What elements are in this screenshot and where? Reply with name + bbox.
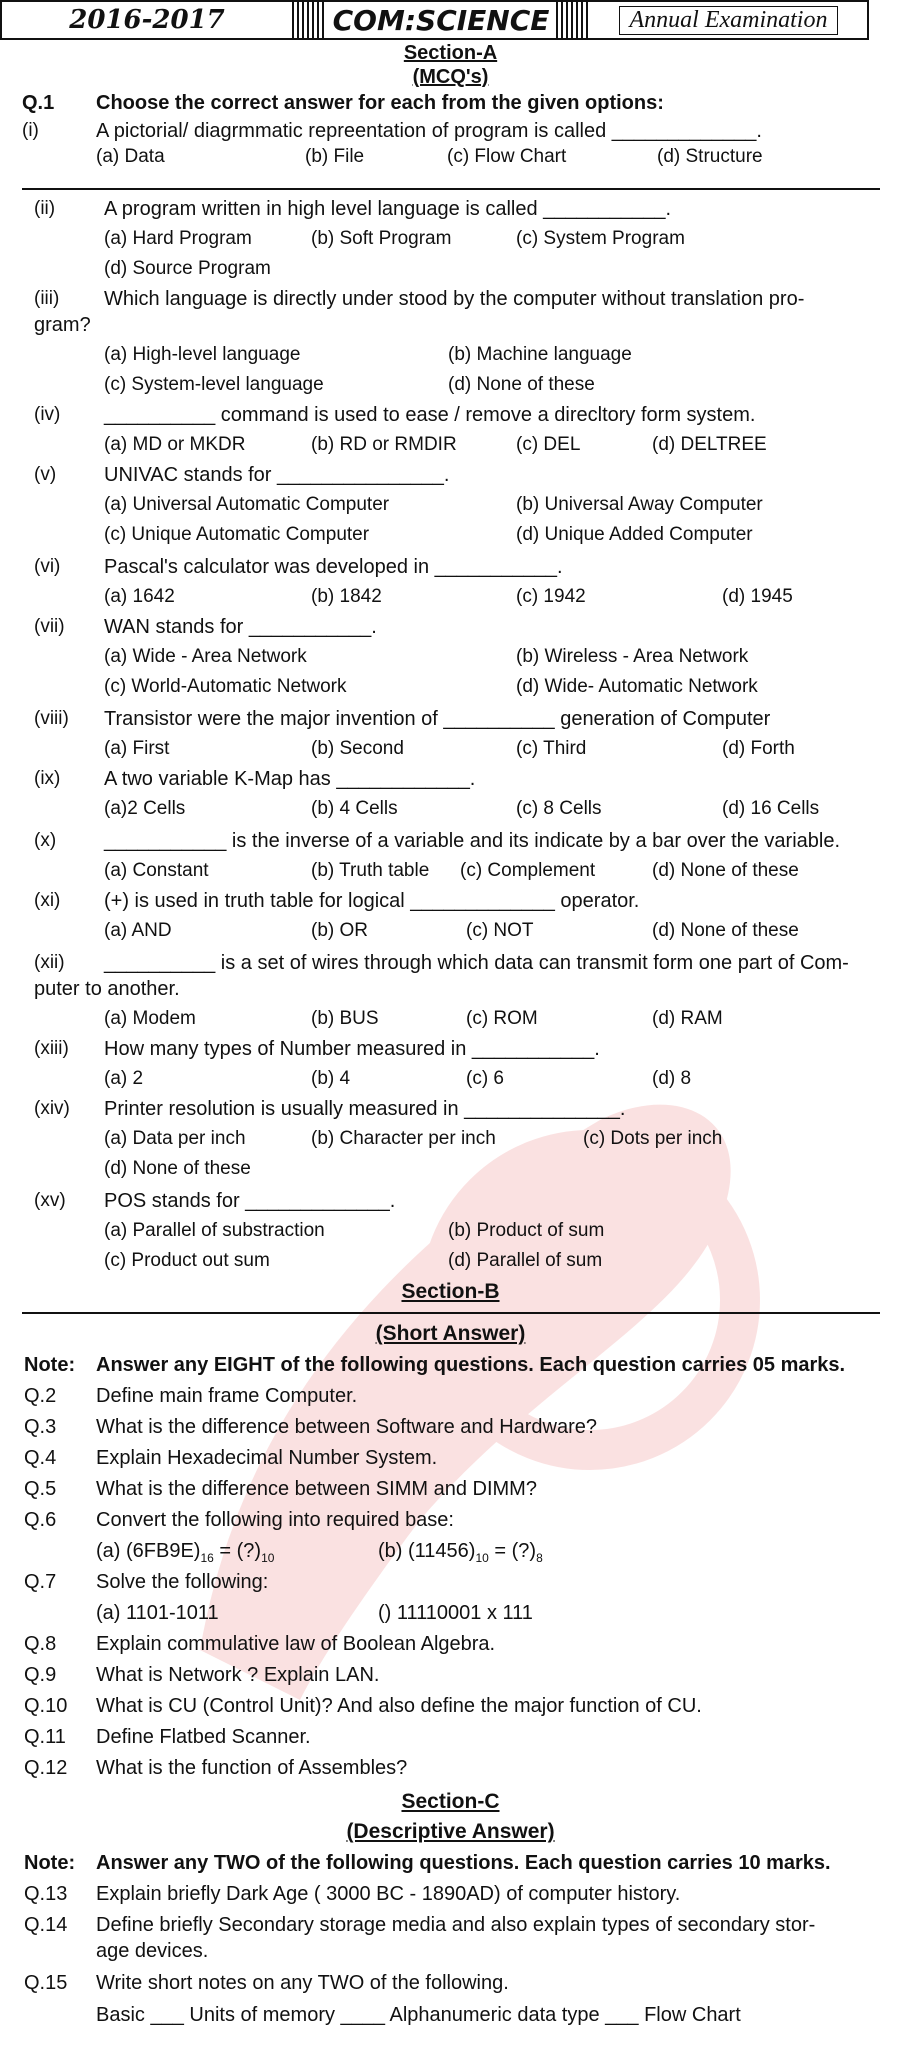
question-text: Write short notes on any TWO of the following. (96, 1972, 509, 1994)
mcq-option: (a) AND (104, 920, 172, 941)
conversion-b: (b) $(11456)_{10}$ = $(?)_8$ (378, 1540, 543, 1565)
mcq-question: Printer resolution is usually measured in ______________. (104, 1098, 626, 1120)
question-text: What is the function of Assembles? (96, 1757, 408, 1779)
section-a-title: Section-A (403, 42, 498, 64)
mcq-option: (a) First (104, 738, 170, 759)
mcq-question: WAN stands for ___________. (104, 616, 377, 638)
mcq-number: (iv) (34, 404, 61, 425)
divider (22, 1312, 880, 1314)
mcq-option: (b) RD or RMDIR (311, 434, 457, 455)
exam-header (0, 0, 869, 40)
question-text-cont: age devices. (96, 1940, 209, 1962)
q1-text: Choose the correct answer for each from the given options: (96, 92, 664, 114)
mcq-question-cont: gram? (34, 314, 91, 336)
mcq-number: (iii) (34, 288, 60, 309)
divider (22, 188, 880, 190)
mcq-option: (c) Flow Chart (447, 146, 567, 167)
mcq-option: (c) Complement (460, 860, 596, 881)
mcq-question: How many types of Number measured in ___________. (104, 1038, 600, 1060)
question-text: Define main frame Computer. (96, 1385, 358, 1407)
q1-number: Q.1 (22, 92, 55, 114)
mcq-option: (c) Dots per inch (583, 1128, 723, 1149)
mcq-question: A two variable K-Map has ____________. (104, 768, 476, 790)
mcq-option: (d) Parallel of sum (448, 1250, 603, 1271)
question-text: What is the difference between Software and Hardware? (96, 1416, 598, 1438)
header-stripe (292, 2, 326, 38)
mcq-number: (ii) (34, 198, 56, 219)
mcq-option: (c) ROM (466, 1008, 538, 1029)
question-text: Explain Hexadecimal Number System. (96, 1447, 438, 1469)
mcq-option: (d) 1945 (722, 586, 793, 607)
mcq-option: (d) Unique Added Computer (516, 524, 753, 545)
mcq-option: (c) DEL (516, 434, 581, 455)
mcq-number: (viii) (34, 708, 69, 729)
mcq-option: (c) Unique Automatic Computer (104, 524, 370, 545)
mcq-option: (c) Third (516, 738, 587, 759)
question-number: Q.8 (24, 1633, 57, 1655)
mcq-option: (a) Constant (104, 860, 209, 881)
mcq-number: (xiv) (34, 1098, 70, 1119)
note-label: Note: (24, 1354, 76, 1376)
section-b-title: Section-B (401, 1280, 500, 1303)
mcq-number: (xi) (34, 890, 61, 911)
question-number: Q.5 (24, 1478, 57, 1500)
mcq-option: (b) 4 (311, 1068, 351, 1089)
question-text: Define Flatbed Scanner. (96, 1726, 311, 1748)
question-text: What is the difference between SIMM and DIMM? (96, 1478, 537, 1500)
exam-year: 2016-2017 (69, 5, 225, 35)
question-text: Convert the following into required base: (96, 1509, 454, 1531)
mcq-option: (c) Product out sum (104, 1250, 270, 1271)
mcq-option: (a) Modem (104, 1008, 196, 1029)
mcq-question: Which language is directly under stood by the computer without translation pro- (104, 288, 805, 310)
question-number: Q.2 (24, 1385, 57, 1407)
mcq-option: (b) BUS (311, 1008, 379, 1029)
question-number: Q.6 (24, 1509, 57, 1531)
question-number: Q.7 (24, 1571, 57, 1593)
mcq-option: (a) 1642 (104, 586, 175, 607)
mcq-option: (a) Data (96, 146, 165, 167)
mcq-option: (d) None of these (448, 374, 595, 395)
mcq-option: (d) None of these (652, 920, 799, 941)
exam-type: Annual Examination (590, 2, 867, 38)
mcq-option: (b) Universal Away Computer (516, 494, 763, 515)
mcq-question: A pictorial/ diagrmmatic repreentation of program is called _____________. (96, 120, 762, 142)
note-label: Note: (24, 1852, 76, 1874)
mcq-question: Pascal's calculator was developed in ___________. (104, 556, 563, 578)
mcq-question: POS stands for _____________. (104, 1190, 396, 1212)
mcq-option: (b) Soft Program (311, 228, 452, 249)
mcq-option: (a) Data per inch (104, 1128, 246, 1149)
mcq-number: (i) (22, 120, 39, 141)
mcq-number: (vii) (34, 616, 65, 637)
note-text: Answer any EIGHT of the following questions. Each question carries 05 marks. (96, 1354, 846, 1376)
mcq-number: (xii) (34, 952, 65, 973)
mcq-option: (a) High-level language (104, 344, 301, 365)
mcq-number: (ix) (34, 768, 61, 789)
mcq-option: (c) World-Automatic Network (104, 676, 347, 697)
conversion-a: (a) $(6FB9E)_{16}$ = $(?)_{10}$ (96, 1540, 275, 1565)
mcq-option: (d) 8 (652, 1068, 692, 1089)
section-b-subtitle: (Short Answer) (375, 1322, 526, 1345)
mcq-option: (a) Wide - Area Network (104, 646, 307, 667)
question-text: Define briefly Secondary storage media and also explain types of secondary stor- (96, 1914, 816, 1936)
mcq-option: (a) 2 (104, 1068, 144, 1089)
mcq-option: (c) NOT (466, 920, 534, 941)
mcq-option: (d) Wide- Automatic Network (516, 676, 758, 697)
mcq-option: (a) Parallel of substraction (104, 1220, 325, 1241)
mcq-option: (c) 6 (466, 1068, 504, 1089)
mcq-number: (xiii) (34, 1038, 69, 1059)
question-text: Explain commulative law of Boolean Algebra. (96, 1633, 496, 1655)
short-note-items: Basic ___ Units of memory ____ Alphanumeric data type ___ Flow Chart (96, 2004, 741, 2026)
mcq-option: (d) None of these (652, 860, 799, 881)
header-stripe (556, 2, 590, 38)
question-text: What is CU (Control Unit)? And also define the major function of CU. (96, 1695, 702, 1717)
question-number: Q.12 (24, 1757, 68, 1779)
mcq-number: (vi) (34, 556, 61, 577)
mcq-option: (a) Universal Automatic Computer (104, 494, 390, 515)
mcq-question-cont: puter to another. (34, 978, 180, 1000)
mcq-option: (d) Forth (722, 738, 795, 759)
mcq-option: (a) Hard Program (104, 228, 252, 249)
question-number: Q.10 (24, 1695, 68, 1717)
mcq-option: (d) DELTREE (652, 434, 767, 455)
mcq-question: ___________ is the inverse of a variable and its indicate by a bar over the variable. (104, 830, 841, 852)
question-number: Q.3 (24, 1416, 57, 1438)
mcq-question: (+) is used in truth table for logical _____________ operator. (104, 890, 640, 912)
solve-b: () 11110001 x 111 (378, 1602, 533, 1624)
mcq-option: (a) MD or MKDR (104, 434, 246, 455)
mcq-option: (d) Source Program (104, 258, 271, 279)
question-number: Q.13 (24, 1883, 68, 1905)
mcq-option: (b) 1842 (311, 586, 382, 607)
mcq-question: __________ command is used to ease / remove a direcltory form system. (104, 404, 756, 426)
section-a-subtitle: (MCQ's) (412, 66, 489, 88)
mcq-option: (b) Wireless - Area Network (516, 646, 749, 667)
exam-subject: COM:SCIENCE (332, 3, 550, 37)
mcq-option: (c) 1942 (516, 586, 586, 607)
mcq-option: (b) OR (311, 920, 368, 941)
question-text: Solve the following: (96, 1571, 269, 1593)
mcq-option: (b) Second (311, 738, 404, 759)
solve-a: (a) 1101-1011 (96, 1602, 219, 1624)
question-text: What is Network ? Explain LAN. (96, 1664, 380, 1686)
mcq-option: (b) Truth table (311, 860, 430, 881)
mcq-option: (b) File (305, 146, 365, 167)
mcq-question: __________ is a set of wires through which data can transmit form one part of Com- (104, 952, 849, 974)
mcq-option: (a)2 Cells (104, 798, 186, 819)
mcq-option: (d) Structure (657, 146, 763, 167)
mcq-number: (xv) (34, 1190, 66, 1211)
mcq-question: UNIVAC stands for _______________. (104, 464, 450, 486)
note-text: Answer any TWO of the following questions. Each question carries 10 marks. (96, 1852, 831, 1874)
mcq-option: (c) 8 Cells (516, 798, 602, 819)
mcq-option: (d) 16 Cells (722, 798, 820, 819)
section-c-title: Section-C (401, 1790, 500, 1813)
question-number: Q.11 (24, 1726, 66, 1748)
question-number: Q.15 (24, 1972, 68, 1994)
question-number: Q.4 (24, 1447, 57, 1469)
mcq-option: (d) None of these (104, 1158, 251, 1179)
mcq-option: (d) RAM (652, 1008, 723, 1029)
mcq-number: (v) (34, 464, 57, 485)
mcq-number: (x) (34, 830, 57, 851)
mcq-option: (c) System Program (516, 228, 685, 249)
mcq-option: (b) 4 Cells (311, 798, 398, 819)
mcq-option: (c) System-level language (104, 374, 324, 395)
question-number: Q.9 (24, 1664, 57, 1686)
section-c-subtitle: (Descriptive Answer) (346, 1820, 555, 1843)
mcq-option: (b) Machine language (448, 344, 632, 365)
question-text: Explain briefly Dark Age ( 3000 BC - 1890AD) of computer history. (96, 1883, 681, 1905)
mcq-question: A program written in high level language is called ___________. (104, 198, 672, 220)
mcq-option: (b) Product of sum (448, 1220, 605, 1241)
mcq-option: (b) Character per inch (311, 1128, 496, 1149)
question-number: Q.14 (24, 1914, 68, 1936)
mcq-question: Transistor were the major invention of __________ generation of Computer (104, 708, 771, 730)
